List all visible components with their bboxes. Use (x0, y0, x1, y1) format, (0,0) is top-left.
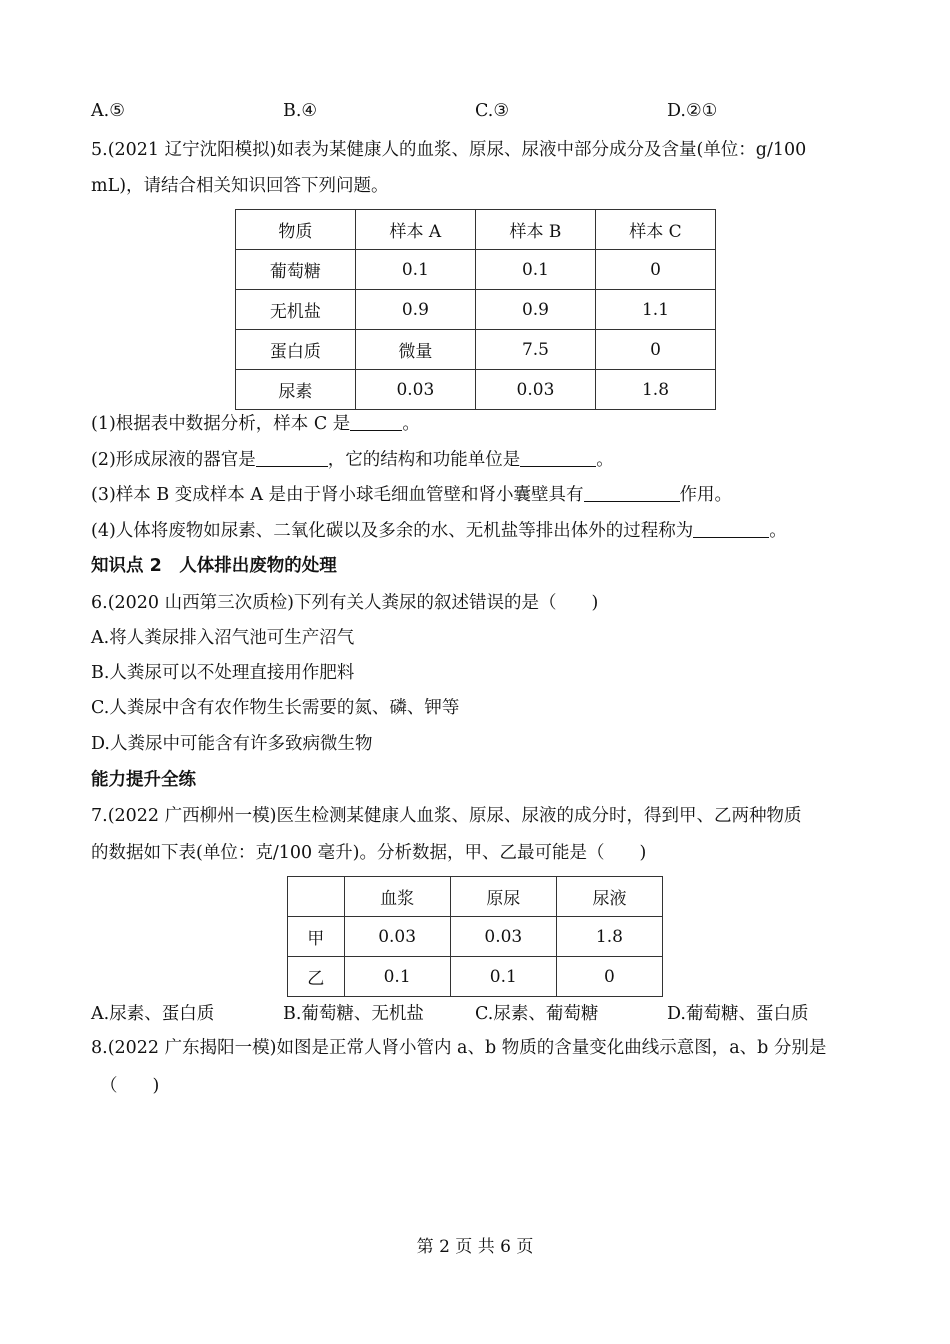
table-header-cell: 样本 C (596, 210, 716, 250)
table-header-cell: 血浆 (344, 877, 450, 917)
answer-blank[interactable] (256, 448, 328, 467)
q4-option-a: A.⑤ (91, 101, 125, 121)
table-cell: 0.1 (344, 957, 450, 997)
table-cell: 葡萄糖 (236, 250, 356, 290)
table-cell: 7.5 (475, 330, 595, 370)
table-row (288, 957, 663, 997)
q5-sub1-text: (1)根据表中数据分析，样本 C 是 (91, 414, 351, 434)
q7-stem-line1: 7.(2022 广西柳州一模)医生检测某健康人血浆、原尿、尿液的成分时，得到甲、乙两种物质 (91, 806, 802, 826)
table-header-cell: 尿液 (556, 877, 662, 917)
table-row (236, 250, 716, 290)
q6-option-b: B.人粪尿可以不处理直接用作肥料 (91, 663, 355, 683)
table-cell: 蛋白质 (236, 330, 356, 370)
table-header-cell: 物质 (236, 210, 356, 250)
table-row (236, 370, 716, 410)
table-cell: 乙 (288, 957, 345, 997)
q5-sub1 (91, 412, 420, 436)
table-cell: 1.8 (556, 917, 662, 957)
q5-sub4 (91, 519, 787, 543)
table-cell: 微量 (355, 330, 475, 370)
table-cell: 0 (556, 957, 662, 997)
table-cell: 0.03 (450, 917, 556, 957)
table-header-cell (288, 877, 345, 917)
table-header-row (288, 877, 663, 917)
table-cell: 0.1 (450, 957, 556, 997)
q7-stem-line2: 的数据如下表(单位：克/100 毫升)。分析数据，甲、乙最可能是（ ) (91, 843, 647, 863)
q4-option-d: D.②① (667, 101, 718, 121)
table-row (236, 330, 716, 370)
q5-sub2-text: (2)形成尿液的器官是 (91, 450, 256, 470)
table-cell: 0.03 (344, 917, 450, 957)
q6-option-c: C.人粪尿中含有农作物生长需要的氮、磷、钾等 (91, 698, 460, 718)
table-cell: 1.1 (596, 290, 716, 330)
table-cell: 甲 (288, 917, 345, 957)
table-cell: 0.03 (475, 370, 595, 410)
table-header-cell: 原尿 (450, 877, 556, 917)
q7-option-c: C.尿素、葡萄糖 (475, 1004, 599, 1024)
q8-stem-line2: （ ) (100, 1076, 160, 1096)
q6-option-a: A.将人粪尿排入沼气池可生产沼气 (91, 628, 355, 648)
table-row (288, 917, 663, 957)
table-header-row (236, 210, 716, 250)
q5-sub2-end: 。 (596, 450, 614, 470)
table-cell: 0.1 (355, 250, 475, 290)
q5-sub2 (91, 448, 614, 472)
q5-sub3-text: (3)样本 B 变成样本 A 是由于肾小球毛细血管壁和肾小囊壁具有 (91, 485, 584, 505)
q4-option-c: C.③ (475, 101, 510, 121)
q5-sub4-end: 。 (769, 521, 787, 541)
q7-option-b: B.葡萄糖、无机盐 (283, 1004, 424, 1024)
table-cell: 0.9 (475, 290, 595, 330)
table-row (236, 290, 716, 330)
table-cell: 0 (596, 330, 716, 370)
q6-option-d: D.人粪尿中可能含有许多致病微生物 (91, 734, 373, 754)
answer-blank[interactable] (693, 519, 769, 538)
q7-table (287, 876, 663, 997)
q5-table (235, 209, 716, 410)
q7-option-a: A.尿素、蛋白质 (91, 1004, 215, 1024)
q5-sub3 (91, 483, 732, 507)
page-footer: 第 2 页 共 6 页 (416, 1237, 534, 1257)
section-heading: 知识点 2 人体排出废物的处理 (91, 556, 337, 576)
q5-stem-line2: mL)，请结合相关知识回答下列问题。 (91, 176, 389, 196)
table-cell: 0.03 (355, 370, 475, 410)
q5-sub2-mid: ，它的结构和功能单位是 (327, 450, 521, 470)
q4-option-b: B.④ (283, 101, 318, 121)
table-cell: 尿素 (236, 370, 356, 410)
q5-sub4-text: (4)人体将废物如尿素、二氧化碳以及多余的水、无机盐等排出体外的过程称为 (91, 521, 694, 541)
q8-stem-line1: 8.(2022 广东揭阳一模)如图是正常人肾小管内 a、b 物质的含量变化曲线示意图，a、b 分别是 (91, 1038, 827, 1058)
table-header-cell: 样本 B (475, 210, 595, 250)
q7-option-d: D.葡萄糖、蛋白质 (667, 1004, 809, 1024)
table-cell: 1.8 (596, 370, 716, 410)
answer-blank[interactable] (350, 412, 402, 431)
q4-options (91, 101, 871, 125)
q5-sub1-end: 。 (402, 414, 420, 434)
answer-blank[interactable] (584, 483, 680, 502)
q7-options (91, 1000, 871, 1024)
table-cell: 无机盐 (236, 290, 356, 330)
section-heading: 能力提升全练 (91, 770, 196, 790)
table-cell: 0.1 (475, 250, 595, 290)
q5-sub3-end: 作用。 (679, 485, 733, 505)
q5-stem-line1: 5.(2021 辽宁沈阳模拟)如表为某健康人的血浆、原尿、尿液中部分成分及含量(单位：g/100 (91, 140, 807, 160)
q6-stem: 6.(2020 山西第三次质检)下列有关人粪尿的叙述错误的是（ ) (91, 593, 599, 613)
answer-blank[interactable] (520, 448, 596, 467)
table-header-cell: 样本 A (355, 210, 475, 250)
table-cell: 0.9 (355, 290, 475, 330)
table-cell: 0 (596, 250, 716, 290)
